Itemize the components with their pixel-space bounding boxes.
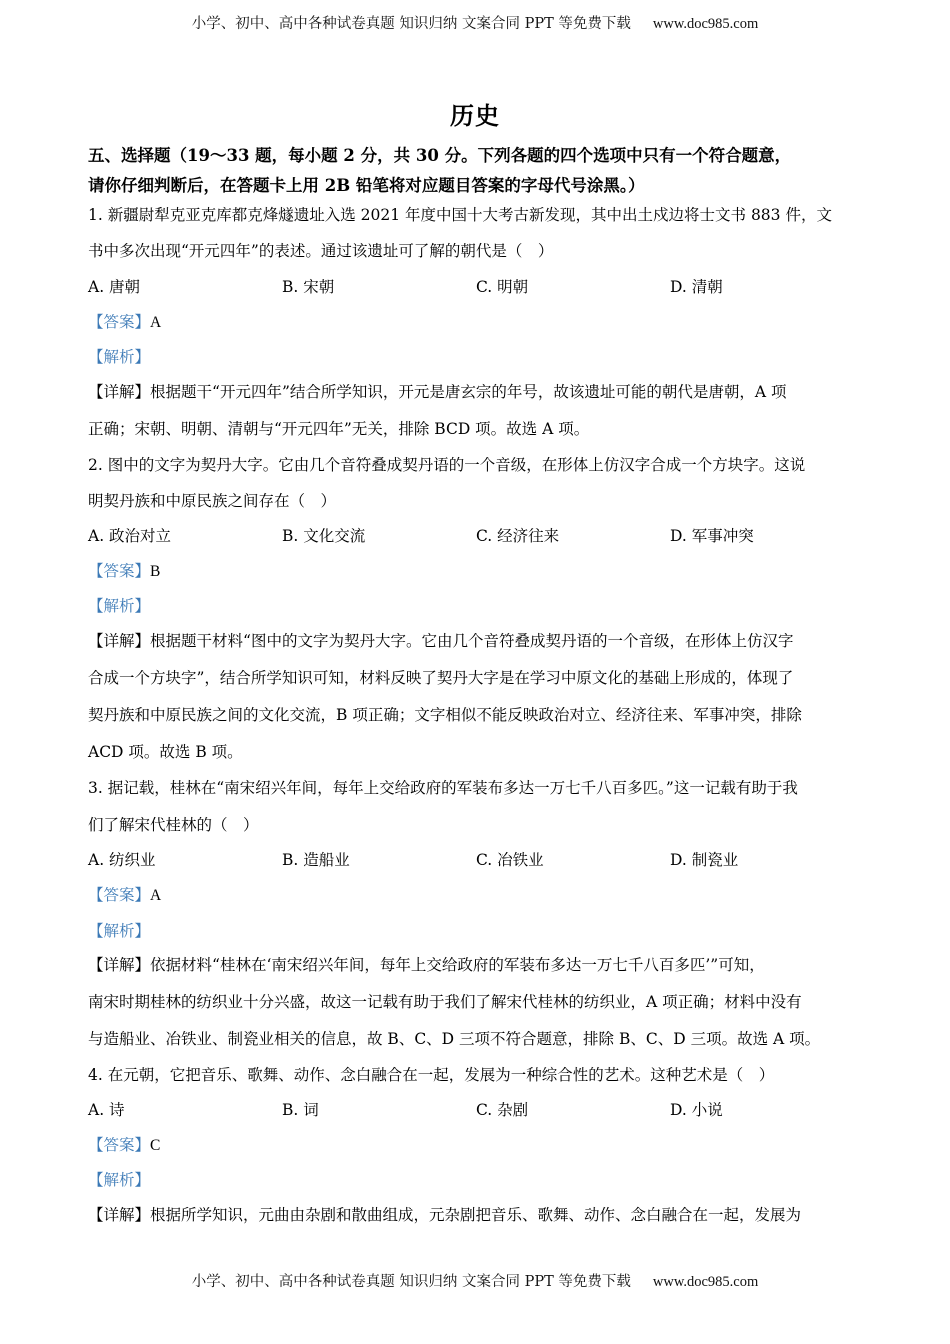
question-4-detail-line-1: 【详解】根据所学知识，元曲由杂剧和散曲组成，元杂剧把音乐、歌舞、动作、念白融合在一起，发展为 [88, 1206, 802, 1224]
page-footer [0, 1270, 950, 1291]
question-1-option-a: A. 唐朝 [88, 278, 141, 296]
question-4-option-b: B. 词 [282, 1101, 319, 1119]
question-1-stem-line-2: 书中多次出现“开元四年”的表述。通过该遗址可了解的朝代是（ ） [88, 242, 554, 260]
question-3-option-a: A. 纺织业 [88, 851, 156, 869]
analysis-label: 【解析】 [88, 922, 151, 940]
footer-text: 小学、初中、高中各种试卷真题 知识归纳 文案合同 PPT 等免费下载 [191, 1274, 631, 1290]
analysis-label: 【解析】 [88, 597, 151, 615]
answer-value: C [150, 1137, 161, 1154]
question-4-option-c: C. 杂剧 [476, 1101, 529, 1119]
page-header [0, 12, 950, 33]
question-2-stem-line-2: 明契丹族和中原民族之间存在（ ） [88, 492, 337, 510]
answer-label: 【答案】 [88, 1136, 151, 1154]
question-1-detail-line-2: 正确；宋朝、明朝、清朝与“开元四年”无关，排除 BCD 项。故选 A 项。 [88, 420, 590, 438]
question-2-analysis [88, 596, 150, 616]
question-3-detail-line-2: 南宋时期桂林的纺织业十分兴盛，故这一记载有助于我们了解宋代桂林的纺织业，A 项正确；材料中没有 [88, 993, 802, 1011]
question-1-answer [88, 312, 161, 333]
analysis-label: 【解析】 [88, 348, 151, 366]
question-4-answer [88, 1135, 160, 1156]
detail-label: 【详解】 [88, 1206, 151, 1224]
question-3-stem-line-2: 们了解宋代桂林的（ ） [88, 816, 259, 834]
section-heading-line-2: 请你仔细判断后，在答题卡上用 2B 铅笔将对应题目答案的字母代号涂黑。） [88, 176, 645, 195]
question-3-detail-line-3: 与造船业、冶铁业、制瓷业相关的信息，故 B、C、D 三项不符合题意，排除 B、C、D 三项。故选 A 项。 [88, 1030, 821, 1048]
detail-label: 【详解】 [88, 956, 151, 974]
question-2-detail-line-1: 【详解】根据题干材料“图中的文字为契丹大字。它由几个音符叠成契丹语的一个音级，在形体上仿汉字 [88, 632, 794, 650]
question-2-option-c: C. 经济往来 [476, 527, 560, 545]
detail-label: 【详解】 [88, 383, 151, 401]
header-text: 小学、初中、高中各种试卷真题 知识归纳 文案合同 PPT 等免费下载 [191, 16, 631, 32]
question-3-answer [88, 885, 161, 906]
question-1-option-d: D. 清朝 [670, 278, 723, 296]
answer-value: A [150, 887, 162, 904]
question-1-analysis [88, 347, 150, 367]
question-2-answer [88, 561, 160, 582]
question-3-option-d: D. 制瓷业 [670, 851, 739, 869]
question-2-option-b: B. 文化交流 [282, 527, 366, 545]
analysis-label: 【解析】 [88, 1171, 151, 1189]
detail-label: 【详解】 [88, 632, 151, 650]
question-3-option-b: B. 造船业 [282, 851, 350, 869]
question-4-stem-line-1: 4. 在元朝，它把音乐、歌舞、动作、念白融合在一起，发展为一种综合性的艺术。这种艺术是（ ） [88, 1066, 775, 1084]
question-1-option-b: B. 宋朝 [282, 278, 335, 296]
answer-value: A [150, 314, 162, 331]
section-heading-line-1: 五、选择题（19～33 题，每小题 2 分，共 30 分。下列各题的四个选项中只有一个符合题意， [88, 146, 792, 165]
answer-label: 【答案】 [88, 562, 151, 580]
answer-value: B [150, 563, 161, 580]
question-2-detail-line-4: ACD 项。故选 B 项。 [88, 743, 243, 761]
question-2-detail-line-3: 契丹族和中原民族之间的文化交流，B 项正确；文字相似不能反映政治对立、经济往来、军事冲突，排除 [88, 706, 802, 724]
header-url[interactable]: www.doc985.com [652, 16, 759, 32]
question-4-option-d: D. 小说 [670, 1101, 723, 1119]
page-title: 历史 [450, 101, 500, 130]
question-2-option-d: D. 军事冲突 [670, 527, 754, 545]
question-3-analysis [88, 921, 150, 941]
question-2-stem-line-1: 2. 图中的文字为契丹大字。它由几个音符叠成契丹语的一个音级，在形体上仿汉字合成一个方块字。这说 [88, 456, 806, 474]
question-4-option-a: A. 诗 [88, 1101, 125, 1119]
footer-url[interactable]: www.doc985.com [652, 1274, 759, 1290]
question-3-option-c: C. 冶铁业 [476, 851, 544, 869]
question-3-stem-line-1: 3. 据记载，桂林在“南宋绍兴年间，每年上交给政府的军装布多达一万七千八百多匹。”这一记载有助于我 [88, 779, 798, 797]
answer-label: 【答案】 [88, 886, 151, 904]
question-1-detail-line-1: 【详解】根据题干“开元四年”结合所学知识，开元是唐玄宗的年号，故该遗址可能的朝代是唐朝，A 项 [88, 383, 787, 401]
question-2-option-a: A. 政治对立 [88, 527, 172, 545]
question-2-detail-line-2: 合成一个方块字”，结合所学知识可知，材料反映了契丹大字是在学习中原文化的基础上形成的，体现了 [88, 669, 794, 687]
question-3-detail-line-1: 【详解】依据材料“桂林在‘南宋绍兴年间，每年上交给政府的军装布多达一万七千八百多匹’”可知， [88, 956, 765, 974]
question-4-analysis [88, 1170, 150, 1190]
question-1-option-c: C. 明朝 [476, 278, 529, 296]
question-1-stem-line-1: 1. 新疆尉犁克亚克库都克烽燧遗址入选 2021 年度中国十大考古新发现，其中出土戍边将士文书 883 件，文 [88, 206, 832, 224]
answer-label: 【答案】 [88, 313, 151, 331]
